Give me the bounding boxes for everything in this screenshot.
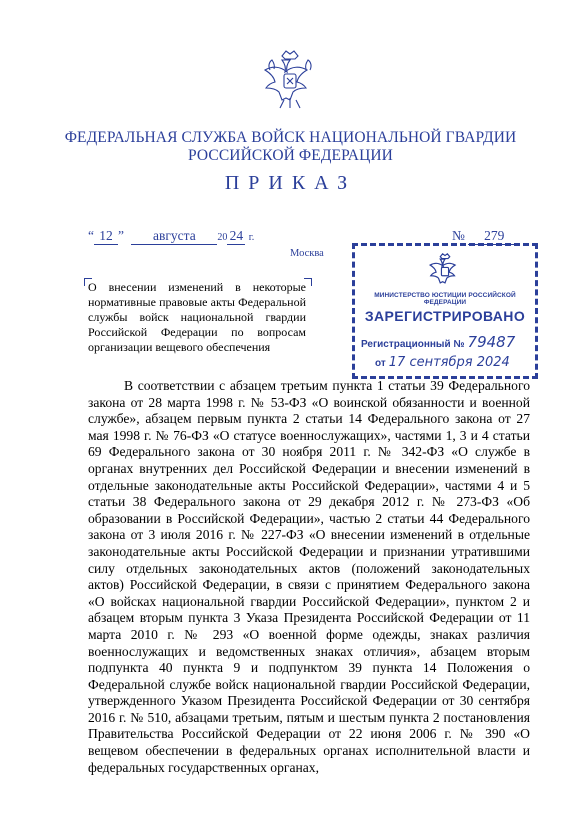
- date-year-prefix: 20: [217, 232, 228, 243]
- date-year-suffix: 24: [227, 228, 245, 245]
- stamp-date-value: 17 сентября 2024: [388, 355, 510, 370]
- city-label: Москва: [290, 248, 324, 259]
- org-name-line1: ФЕДЕРАЛЬНАЯ СЛУЖБА ВОЙСК НАЦИОНАЛЬНОЙ ГВАРДИИ: [64, 129, 517, 146]
- stamp-reg-label: Регистрационный №: [361, 339, 465, 350]
- document-date: [88, 228, 288, 245]
- stamp-registered-label: ЗАРЕГИСТРИРОВАНО: [364, 308, 526, 324]
- org-name-line2: РОССИЙСКОЙ ФЕДЕРАЦИИ: [188, 147, 393, 164]
- date-year-abbr: г.: [248, 232, 255, 243]
- number-value: 279: [468, 228, 520, 245]
- stamp-registration-row: [361, 333, 515, 351]
- date-day: 12: [94, 228, 118, 245]
- double-headed-eagle-emblem-icon: [262, 48, 318, 112]
- number-sign: №: [452, 228, 465, 243]
- registration-stamp: [352, 243, 538, 379]
- stamp-date-label: от: [375, 358, 386, 369]
- stamp-date-row: [375, 355, 510, 370]
- stamp-ministry-name: МИНИСТЕРСТВО ЮСТИЦИИ РОССИЙСКОЙ ФЕДЕРАЦИИ: [374, 292, 516, 306]
- date-quote-open: “: [88, 228, 94, 243]
- date-quote-close: ”: [118, 228, 124, 243]
- document-subject: [88, 280, 306, 355]
- body-paragraph: В соответствии с абзацем третьим пункта 1 статьи 39 Федерального закона от 28 марта 1998 г. № 53-ФЗ «О воинской обязанности и военной службе», абзацем первым пункта 2 статьи 14 Федерального закона от 27 мая 1998 г. № 76-ФЗ «О статусе военнослужащих», частями 1, 3 и 4 статьи 69 Федерального закона от 30 ноября 2011 г. № 342-ФЗ «О службе в органах внутренних дел Российской Федерации и внесении изменений в отдельные законодательные акты Российской Федерации», частями 4 и 5 статьи 38 Федерального закона от 29 декабря 2012 г. № 273-ФЗ «Об образовании в Российской Федерации», частью 2 статьи 44 Федерального закона от 3 июля 2016 г. № 227-ФЗ «О внесении изменений в отдельные законодательные акты Российской Федерации и признании утратившими силу отдельных законодательных актов (положений законодательных актов) Российской Федерации, в связи с принятием Федерального закона «О войсках национальной гвардии Российской Федерации», пунктом 2 и абзацем вторым пункта 3 Указа Президента Российской Федерации от 11 марта 2010 г. № 293 «О военной форме одежды, знаках различия военнослужащих и ведомственных знаках отличия», абзацем вторым подпункта 40 пункта 9 и подпунктом 39 пункта 14 Положения о Федеральной службе войск национальной гвардии Российской Федерации, утвержденного Указом Президента Российской Федерации от 30 сентября 2016 г. № 510, абзацами третьим, пятым и шестым пункта 2 постановления Правительства Российской Федерации от 22 июня 2006 г. № 390 «О вещевом обеспечении в федеральных органах исполнительной власти и федеральных государственных органах,: [88, 378, 530, 775]
- document-body: [88, 378, 530, 776]
- date-month: августа: [131, 228, 217, 245]
- stamp-reg-number: 79487: [467, 333, 516, 351]
- subject-text: О внесении изменений в некоторые нормативные правовые акты Федеральной службы войск национальной гвардии Российской Федерации по вопросам организации вещевого обеспечения: [88, 280, 306, 354]
- stamp-eagle-icon: [428, 252, 462, 290]
- document-type-title: ПРИКАЗ: [224, 172, 357, 194]
